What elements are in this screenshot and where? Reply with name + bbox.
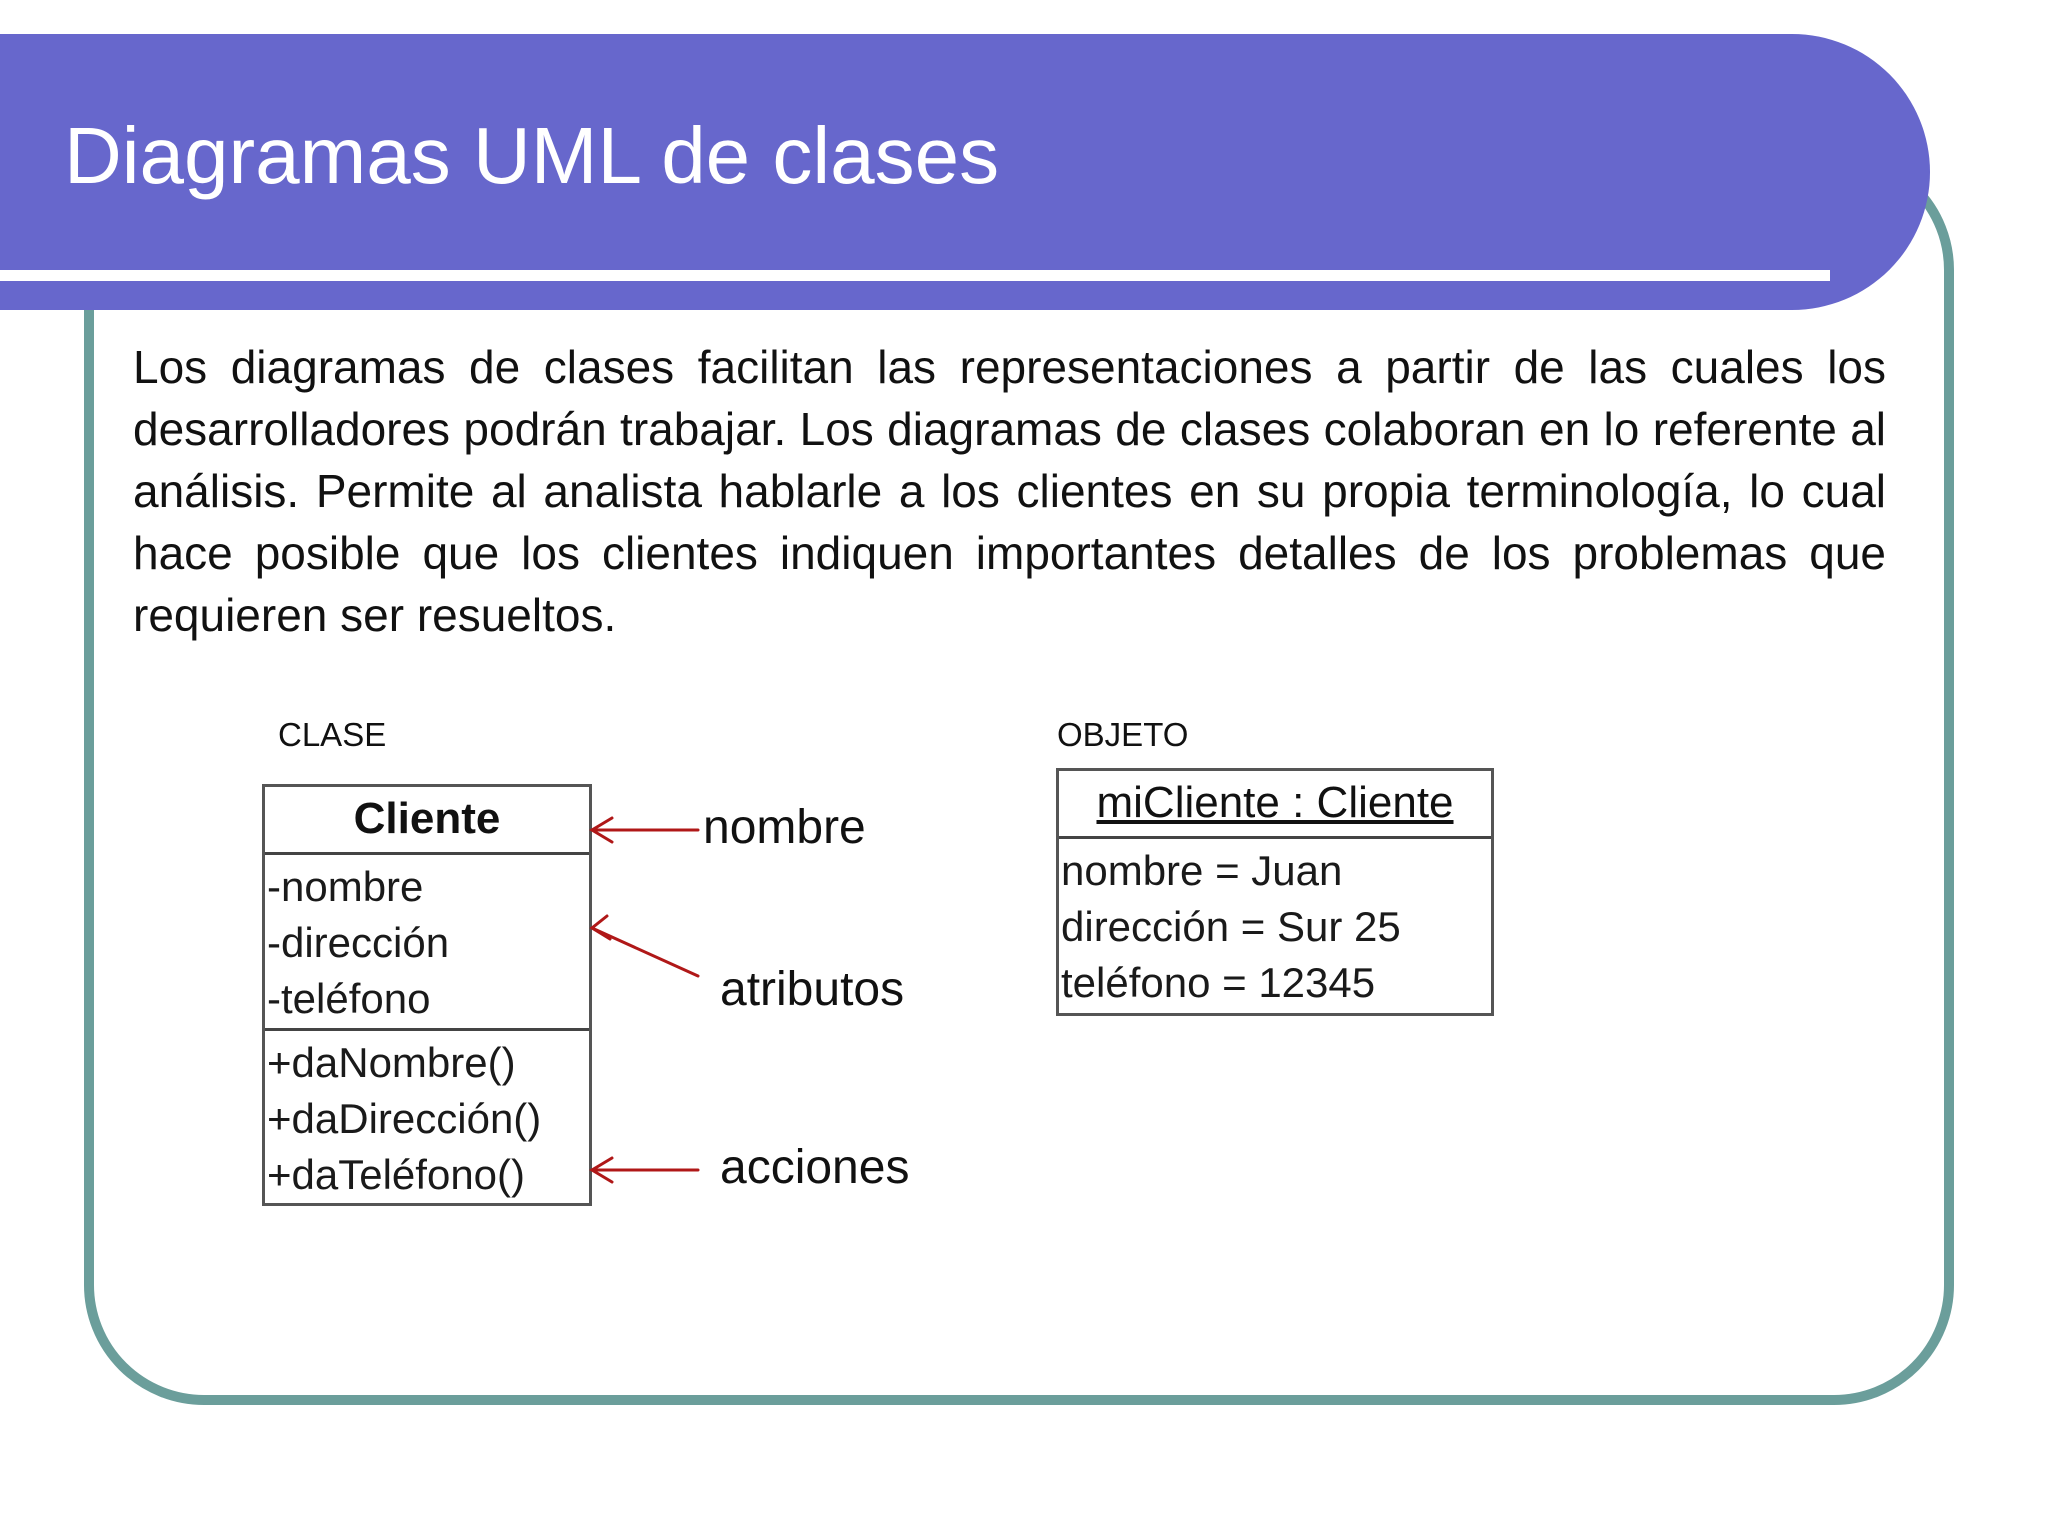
class-methods [265, 1031, 589, 1203]
annotation-name: nombre [703, 801, 866, 854]
object-value: nombre = Juan [1061, 847, 1343, 894]
object-value: teléfono = 12345 [1061, 959, 1376, 1006]
object-box [1056, 768, 1494, 1016]
annotation-attributes: atributos [720, 963, 905, 1016]
object-values [1059, 839, 1491, 1011]
class-method: +daNombre() [267, 1039, 516, 1086]
class-attributes [265, 855, 589, 1031]
object-section-label: OBJETO [1057, 716, 1189, 753]
object-name: miCliente : Cliente [1059, 771, 1491, 839]
class-attribute: -teléfono [267, 975, 431, 1022]
banner-divider [0, 270, 1830, 281]
class-method: +daDirección() [267, 1095, 542, 1142]
annotation-actions: acciones [720, 1141, 910, 1194]
class-section-label: CLASE [278, 716, 387, 753]
slide-title: Diagramas UML de clases [64, 111, 1000, 200]
class-method: +daTeléfono() [267, 1151, 526, 1198]
class-attribute: -dirección [267, 919, 450, 966]
body-paragraph: Los diagramas de clases facilitan las representaciones a partir de las cuales los desarrolladores podrán trabajar. Los diagramas de clases colaboran en lo referente al análisis. Permite al analista hablarle a los clientes en su propia terminología, lo cual hace posible que los clientes indiquen importantes detalles de los problemas que requieren ser resueltos. [133, 341, 1886, 641]
class-name: Cliente [265, 787, 589, 855]
object-value: dirección = Sur 25 [1061, 903, 1401, 950]
class-attribute: -nombre [267, 863, 424, 910]
class-box [262, 784, 592, 1206]
